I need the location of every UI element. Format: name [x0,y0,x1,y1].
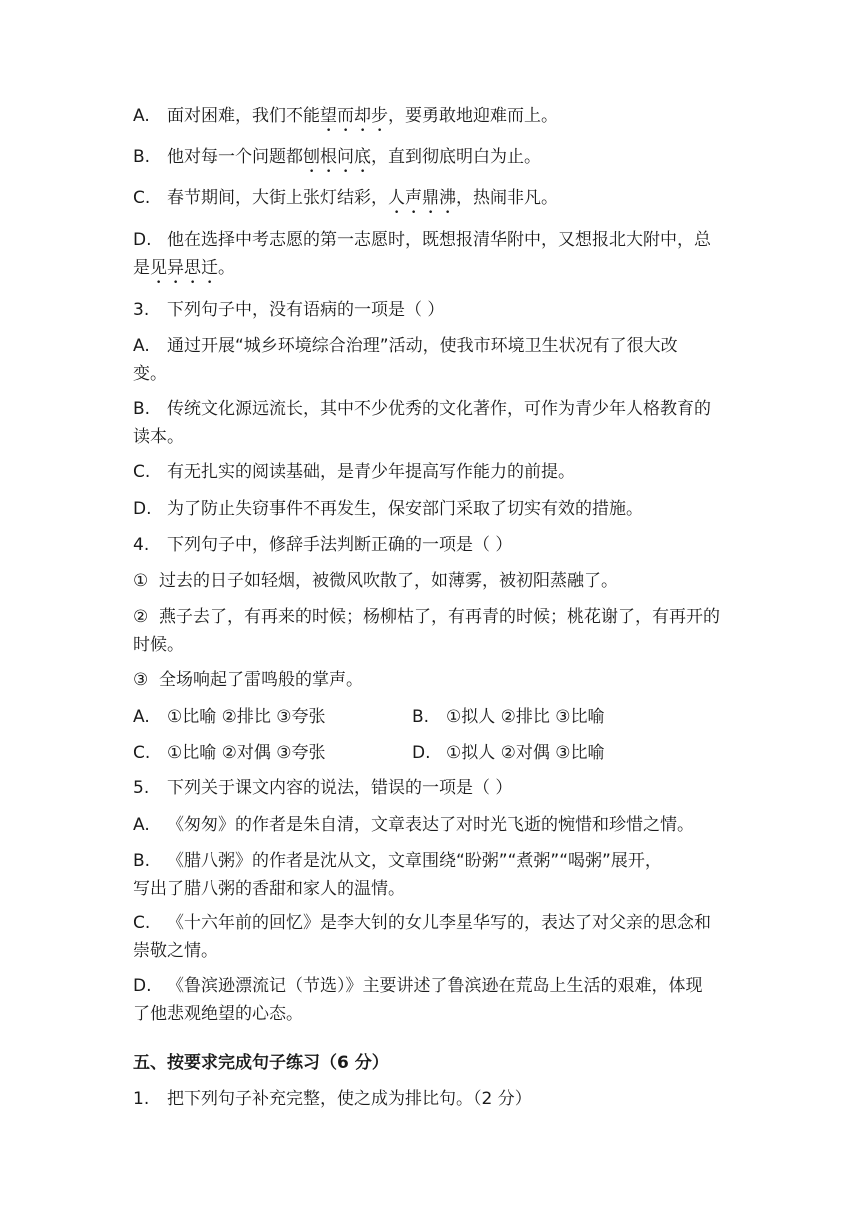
question-number: 4. [133,535,150,555]
option-text: 有无扎实的阅读基础，是青少年提高写作能力的前提。 [167,462,575,482]
question-text: 下列句子中，没有语病的一项是（ ） [167,300,445,320]
sentence-mark: ③ [133,670,149,690]
q3-option-b-cont: 读本。 [133,427,184,447]
option-text: 《腊八粥》的作者是沈从文，文章围绕“盼粥”“煮粥”“喝粥”展开， [167,851,662,871]
q5-option-d-cont: 了他悲观绝望的心态。 [133,1004,303,1024]
emphasized-idiom: 望而却步 [320,106,388,126]
option-text: 他在选择中考志愿的第一志愿时，既想报清华附中，又想报北大附中，总 [167,230,711,250]
option-text: 为了防止失窃事件不再发生，保安部门采取了切实有效的措施。 [167,499,643,519]
option-text: ①拟人 ②对偶 ③比喻 [446,743,605,763]
option-label: A. [133,815,150,835]
option-label: B. [133,851,151,871]
option-text: 通过开展“城乡环境综合治理”活动，使我市环境卫生状况有了很大改 [167,336,678,356]
question-text: 把下列句子补充完整，使之成为排比句。（2 分） [167,1089,532,1109]
q4-sentence-2-cont: 时候。 [133,635,184,655]
option-label: C. [133,462,151,482]
option-text: 他对每一个问题都刨根问底，直到彻底明白为止。 [167,147,541,167]
emphasized-idiom: 人声鼎沸 [388,188,456,208]
sentence-mark: ① [133,571,149,591]
option-label: B. [412,707,430,727]
q5-option-c-cont: 崇敬之情。 [133,941,218,961]
sentence-text: 燕子去了，有再来的时候；杨柳枯了，有再青的时候；桃花谢了，有再开的 [159,607,720,627]
option-label: A. [133,106,150,126]
option-label: C. [133,743,151,763]
question-text: 下列句子中，修辞手法判断正确的一项是（ ） [167,535,513,555]
option-label: A. [133,336,150,356]
option-label: B. [133,147,151,167]
sentence-text: 过去的日子如轻烟，被微风吹散了，如薄雾，被初阳蒸融了。 [159,571,618,591]
section-heading: 五、按要求完成句子练习（6 分） [133,1053,389,1073]
option-label: D. [133,499,152,519]
option-label: A. [133,707,150,727]
option-label: C. [133,188,151,208]
option-text: 《十六年前的回忆》是李大钊的女儿李星华写的，表达了对父亲的思念和 [167,913,711,933]
option-text: 面对困难，我们不能望而却步，要勇敢地迎难而上。 [167,106,558,126]
question-number: 3. [133,300,150,320]
option-text: 传统文化源远流长，其中不少优秀的文化著作，可作为青少年人格教育的 [167,399,711,419]
q3-option-a-cont: 变。 [133,364,167,384]
option-label: D. [133,976,152,996]
option-text: ①比喻 ②排比 ③夸张 [167,707,326,727]
question-number: 1. [133,1089,150,1109]
option-label: D. [133,230,152,250]
option-text: 《鲁滨逊漂流记（节选）》主要讲述了鲁滨逊在荒岛上生活的艰难，体现 [167,976,703,996]
option-label: D. [412,743,431,763]
q2-option-d-cont: 是见异思迁。 [133,258,235,278]
option-text: ①比喻 ②对偶 ③夸张 [167,743,326,763]
question-number: 5. [133,778,150,798]
sentence-text: 全场响起了雷鸣般的掌声。 [159,670,363,690]
option-label: C. [133,913,151,933]
q5-option-b-cont: 写出了腊八粥的香甜和家人的温情。 [133,879,405,899]
option-text: ①拟人 ②排比 ③比喻 [446,707,605,727]
question-text: 下列关于课文内容的说法，错误的一项是（ ） [167,778,513,798]
sentence-mark: ② [133,607,149,627]
emphasized-idiom: 见异思迁 [150,258,218,278]
emphasized-idiom: 刨根问底 [303,147,371,167]
option-text: 春节期间，大街上张灯结彩，人声鼎沸，热闹非凡。 [167,188,558,208]
option-text: 《匆匆》的作者是朱自清，文章表达了对时光飞逝的惋惜和珍惜之情。 [167,815,694,835]
option-label: B. [133,399,151,419]
